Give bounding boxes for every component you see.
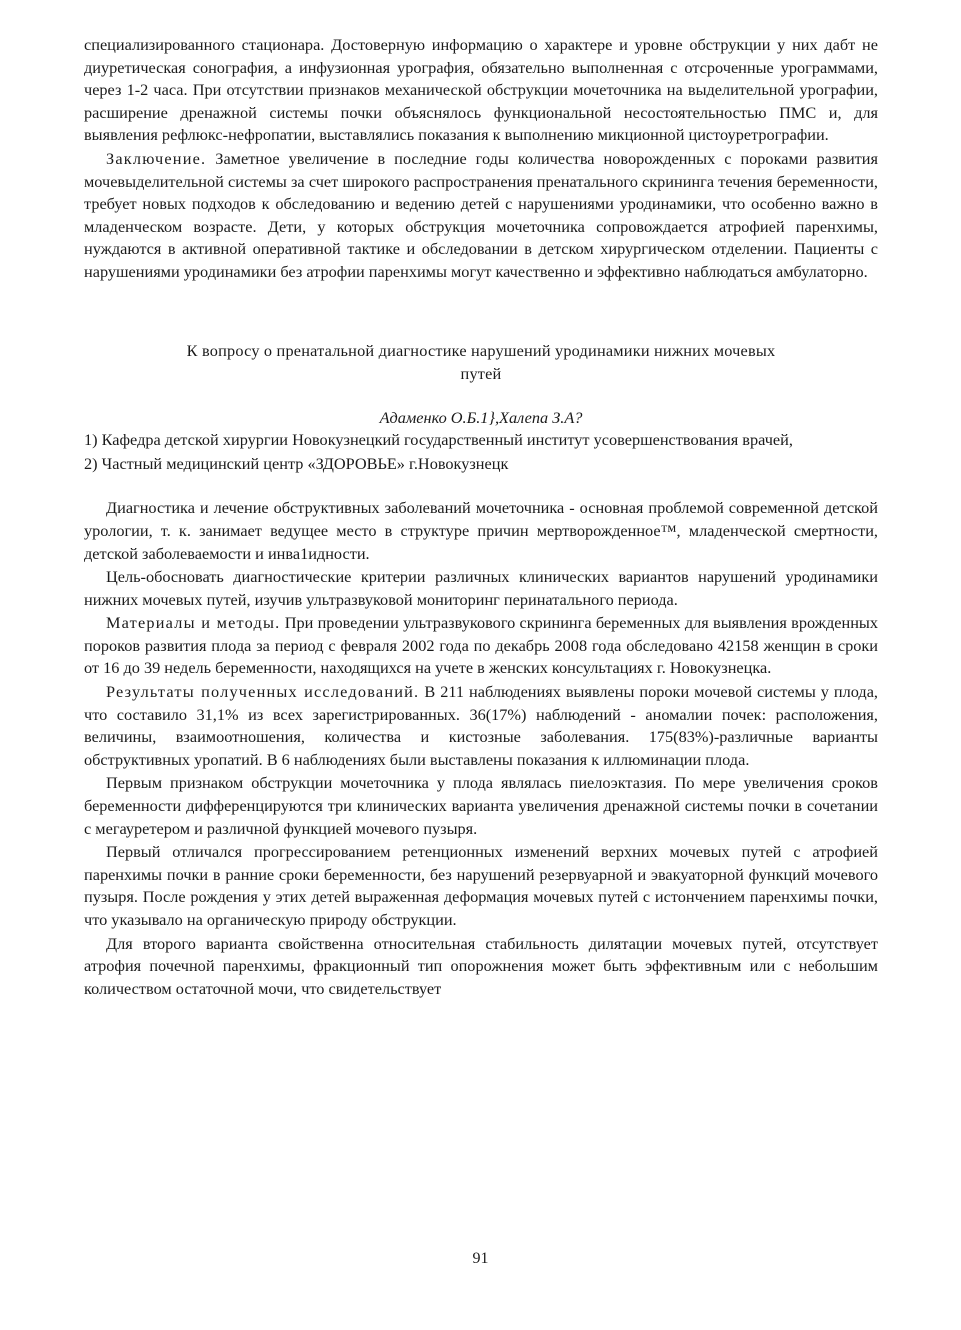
article2-methods-paragraph xyxy=(84,612,878,680)
article1-paragraph-1: специализированного стационара. Достоверную информацию о характере и уровне обструкции у них дабт не диуретическая сонография, а инфузионная урография, обязательно выполненная с отсроченные урограммами, через 1-2 часа. При отсутствии признаков механической обструкции мочеточника на выделительной урографии, расширение дренажной системы почки объяснялось функциональной несостоятельностью ПМС и, для выявления рефлюкс-нефропатии, выставлялись показания к выполнению микционной цистоуретрографии. xyxy=(84,35,878,145)
methods-text: При проведении ультразвукового скрининга беременных для выявления врожденных пороков развития плода за период с февраля 2002 года по декабрь 2008 года обследовано 42158 женщин в сроки от 16 до 39 недель беременности, находящихся на учете в женских консультациях г. Новокузнецка. xyxy=(84,613,878,678)
page-number: 91 xyxy=(472,1250,489,1267)
article2-aim-paragraph: Цель-обосновать диагностические критерии различных клинических вариантов нарушений уродинамики нижних мочевых путей, изучив ультразвуковой мониторинг перинатального периода. xyxy=(84,567,878,609)
affiliation-1: 1) Кафедра детской хирургии Новокузнецкий государственный институт усовершенствования врачей, xyxy=(84,430,793,450)
article2-first-sign-paragraph: Первым признаком обструкции мочеточника у плода являлась пиелоэктазия. По мере увеличения сроков беременности дифференцируются три клинических варианта увеличения дренажной системы почки в сочетании с мегауретером и различной функцией мочевого пузыря. xyxy=(84,773,878,838)
article2-title-line-1: К вопросу о пренатальной диагностике нарушений уродинамики нижних мочевых xyxy=(186,340,776,360)
article1-conclusion-paragraph xyxy=(84,148,878,284)
conclusion-text: Заметное увеличение в последние годы количества новорожденных с пороками развития мочевыделительной системы за счет широкого распространения пренатального скрининга течения беременности, требует новых подходов к обследованию и ведению детей с нарушениями уродинамики, что особенно важно в младенческом возрасте. Дети, у которых обструкция мочеточника сопровождается атрофией паренхимы, нуждаются в активной оперативной тактике и обследовании в детском хирургическом отделении. Пациенты с нарушениями уродинамики без атрофии паренхимы могут качественно и эффективно наблюдаться амбулаторно. xyxy=(84,148,878,281)
results-text: В 211 наблюдениях выявлены пороки мочевой системы у плода, что составило 31,1% из всех зарегистрированных. 36(17%) наблюдений - аномалии почек: расположения, величины, взаимоотношения, количества и кистозные заболевания. 175(83%)-различные варианты обструктивных уропатий. В 6 наблюдениях были выставлены показания к иллюминации плода. xyxy=(84,682,879,769)
article2-authors: Адаменко О.Б.1},Халепа З.А? xyxy=(379,407,583,427)
conclusion-label: Заключение. xyxy=(106,148,207,168)
document-page xyxy=(84,34,878,1000)
article2-title-line-2: путей xyxy=(460,363,502,383)
article2-second-variant-paragraph: Для второго варианта свойственна относительная стабильность дилятации мочевых путей, отсутствует атрофия почечной паренхимы, фракционный тип опорожнения может быть эффективным или с небольшим количеством остаточной мочи, что свидетельствует xyxy=(84,933,878,998)
article2-intro-paragraph: Диагностика и лечение обструктивных заболеваний мочеточника - основная проблемой современной детской урологии, т. к. занимает ведущее место в структуре причин мертворожденное™, младенческой смертности, детской заболеваемости и инва1идности. xyxy=(84,498,878,563)
results-label: Результаты полученных исследований. xyxy=(106,682,420,702)
methods-label: Материалы и методы. xyxy=(106,613,281,633)
affiliation-2: 2) Частный медицинский центр «ЗДОРОВЬЕ» г.Новокузнецк xyxy=(84,453,509,473)
article2-first-variant-paragraph: Первый отличался прогрессированием ретенционных изменений верхних мочевых путей с атрофией паренхимы почки в ранние сроки беременности, без нарушений резервуарной и эвакуаторной функций мочевого пузыря. После рождения у этих детей выраженная деформация мочевых путей с истончением паренхимы почки, что указывало на органическую природу обструкции. xyxy=(84,842,878,929)
article2-title xyxy=(84,339,878,385)
article2-results-paragraph xyxy=(84,681,878,771)
